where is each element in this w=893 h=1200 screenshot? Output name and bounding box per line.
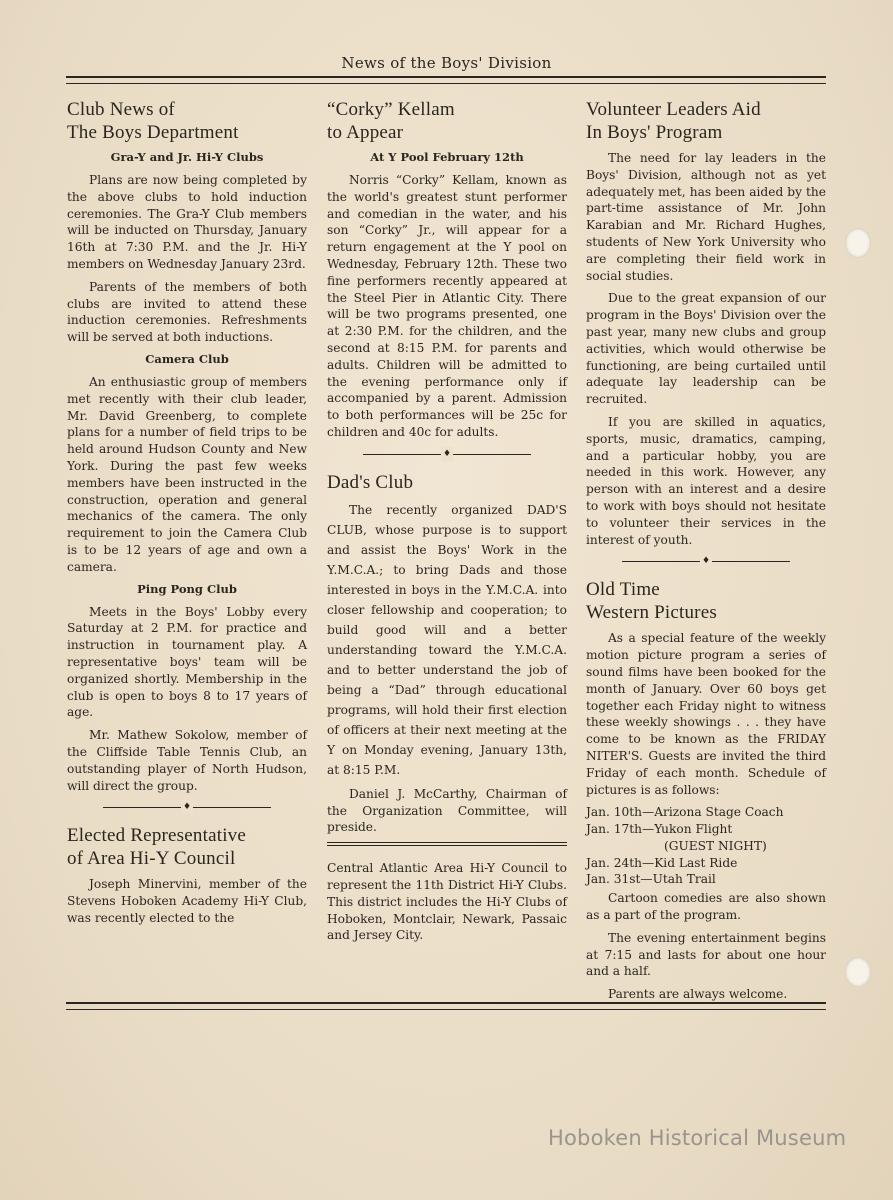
section-divider	[327, 447, 567, 461]
club-news-title	[67, 98, 307, 144]
volunteer-paragraph-1: The need for lay leaders in the Boys' Division, although not as yet adequately met, has been aided by the part-time assistance of Mr. John Karabian and Mr. Richard Hughes, students of New York University who are completing their field work in social studies.	[586, 151, 826, 283]
corky-paragraph: Norris “Corky” Kellam, known as the world's greatest stunt performer and comedian in the water, and his son “Corky” Jr., will appear for a return engagement at the Y pool on Wednesday, February 12th. These two fine performers recently appeared at the Steel Pier in Atlantic City. There will be two programs presented, one at 2:30 P.M. for the children, and the second at 8:15 P.M. for parents and adults. Children will be admitted to the evening performance only if accompanied by a parent. Admission to both performances will be 25c for children and 40c for adults.	[327, 173, 567, 439]
western-paragraph-1: As a special feature of the weekly motion picture program a series of sound films have been booked for the month of January. Over 60 boys get together each Friday night to witness these weekly showings . . . they have come to be known as the FRIDAY NITER'S. Guests are invited the third Friday of each month. Schedule of pictures is as follows:	[586, 631, 826, 797]
footer-rule	[66, 1002, 826, 1010]
volunteer-title-line1: Volunteer Leaders Aid	[586, 99, 761, 120]
section-divider	[586, 554, 826, 568]
elected-title	[67, 824, 307, 870]
section-divider	[67, 800, 307, 814]
section-rule	[327, 842, 567, 846]
header-rule	[66, 76, 826, 84]
dads-club-paragraph-1: The recently organized DAD'S CLUB, whose purpose is to support and assist the Boys' Work in the Y.M.C.A.; to bring Dads and those interested in boys in the Y.M.C.A. into closer fellowship and cooperation; to build good will and a better understanding toward the Y.M.C.A. and to better understand the job of being a “Dad” through educational programs, will hold their first election of officers at their next meeting at the Y on Monday evening, January 13th, at 8:15 P.M.	[327, 502, 567, 777]
western-paragraph-2: Cartoon comedies are also shown as a part of the program.	[586, 891, 826, 923]
corky-title	[327, 98, 567, 144]
diamond-ornament-icon: ♦	[182, 802, 192, 813]
diamond-ornament-icon: ♦	[442, 448, 452, 459]
volunteer-title-line2: In Boys' Program	[586, 122, 723, 143]
schedule-item: (GUEST NIGHT)	[664, 838, 767, 853]
dads-club-paragraph-2: Daniel J. McCarthy, Chairman of the Organization Committee, will preside.	[327, 786, 567, 835]
volunteer-paragraph-3: If you are skilled in aquatics, sports, music, dramatics, camping, and a particular hobby, you are needed in this work. However, any person with an interest and a desire to work with boys should not hesitate to volunteer their services in the interest of youth.	[586, 414, 826, 547]
elected-title-line1: Elected Representative	[67, 825, 247, 847]
gray-club-paragraph-2: Parents of the members of both clubs are invited to attend these induction ceremonies. Refreshments will be served at both inductions.	[67, 279, 307, 345]
elected-paragraph: Joseph Minervini, member of the Stevens Hoboken Academy Hi-Y Club, was recently elected to the	[67, 877, 307, 925]
column-middle	[327, 98, 567, 950]
elected-title-line2: of Area Hi-Y Council	[67, 848, 236, 870]
club-news-title-line2: The Boys Department	[67, 122, 239, 143]
picture-schedule	[586, 804, 826, 888]
western-paragraph-4: Parents are always welcome.	[608, 987, 788, 1002]
western-title	[586, 578, 826, 624]
schedule-item: Jan. 31st—Utah Trail	[586, 872, 716, 887]
schedule-item: Jan. 17th—Yukon Flight	[586, 822, 733, 837]
camera-club-paragraph: An enthusiastic group of members met recently with their club leader, Mr. David Greenberg, to complete plans for a number of field trips to be held around Hudson County and New York. During the past few weeks members have been instructed in the construction, operation and general mechanics of the camera. The only requirement to join the Camera Club is to be 12 years of age and own a camera.	[67, 374, 307, 574]
volunteer-paragraph-2: Due to the great expansion of our program in the Boys' Division over the past year, many new clubs and group activities, which would otherwise be functioning, are being curtailed until adequate lay leadership can be recruited.	[586, 291, 826, 407]
western-title-line1: Old Time	[586, 579, 660, 601]
column-left	[67, 98, 307, 933]
schedule-item: Jan. 10th—Arizona Stage Coach	[586, 805, 784, 820]
council-continuation: Central Atlantic Area Hi-Y Council to represent the 11th District Hi-Y Clubs. This district includes the Hi-Y Clubs of Hoboken, Montclair, Newark, Passaic and Jersey City.	[327, 861, 567, 943]
volunteer-title	[586, 98, 826, 144]
corky-title-line1: “Corky” Kellam	[327, 99, 455, 120]
punch-hole	[845, 228, 871, 258]
ping-pong-paragraph-1: Meets in the Boys' Lobby every Saturday at 2 P.M. for practice and instruction in tournament play. A representative boys' team will be organized shortly. Membership in the club is open to boys 8 to 17 years of age.	[67, 604, 307, 720]
camera-club-heading: Camera Club	[145, 351, 229, 366]
dads-club-body	[327, 500, 567, 780]
club-news-title-line1: Club News of	[67, 99, 175, 120]
corky-title-line2: to Appear	[327, 122, 404, 143]
ping-pong-club-heading: Ping Pong Club	[137, 581, 237, 596]
corky-subheading: At Y Pool February 12th	[370, 150, 524, 164]
dads-club-title: Dad's Club	[327, 471, 414, 493]
schedule-item: Jan. 24th—Kid Last Ride	[586, 855, 738, 870]
column-right	[586, 98, 826, 1009]
page-header: News of the Boys' Division	[341, 54, 552, 72]
museum-watermark: Hoboken Historical Museum	[548, 1126, 847, 1150]
ping-pong-paragraph-2: Mr. Mathew Sokolow, member of the Cliffside Table Tennis Club, an outstanding player of North Hudson, will direct the group.	[67, 728, 307, 793]
diamond-ornament-icon: ♦	[701, 556, 711, 567]
punch-hole	[845, 957, 871, 987]
western-title-line2: Western Pictures	[586, 602, 717, 624]
western-paragraph-3: The evening entertainment begins at 7:15 and lasts for about one hour and a half.	[586, 930, 826, 979]
gray-club-paragraph-1: Plans are now being completed by the above clubs to hold induction ceremonies. The Gra-Y Club members will be inducted on Thursday, January 16th at 7:30 P.M. and the Jr. Hi-Y members on Wednesday January 23rd.	[67, 173, 307, 271]
gray-club-heading: Gra-Y and Jr. Hi-Y Clubs	[110, 150, 264, 164]
